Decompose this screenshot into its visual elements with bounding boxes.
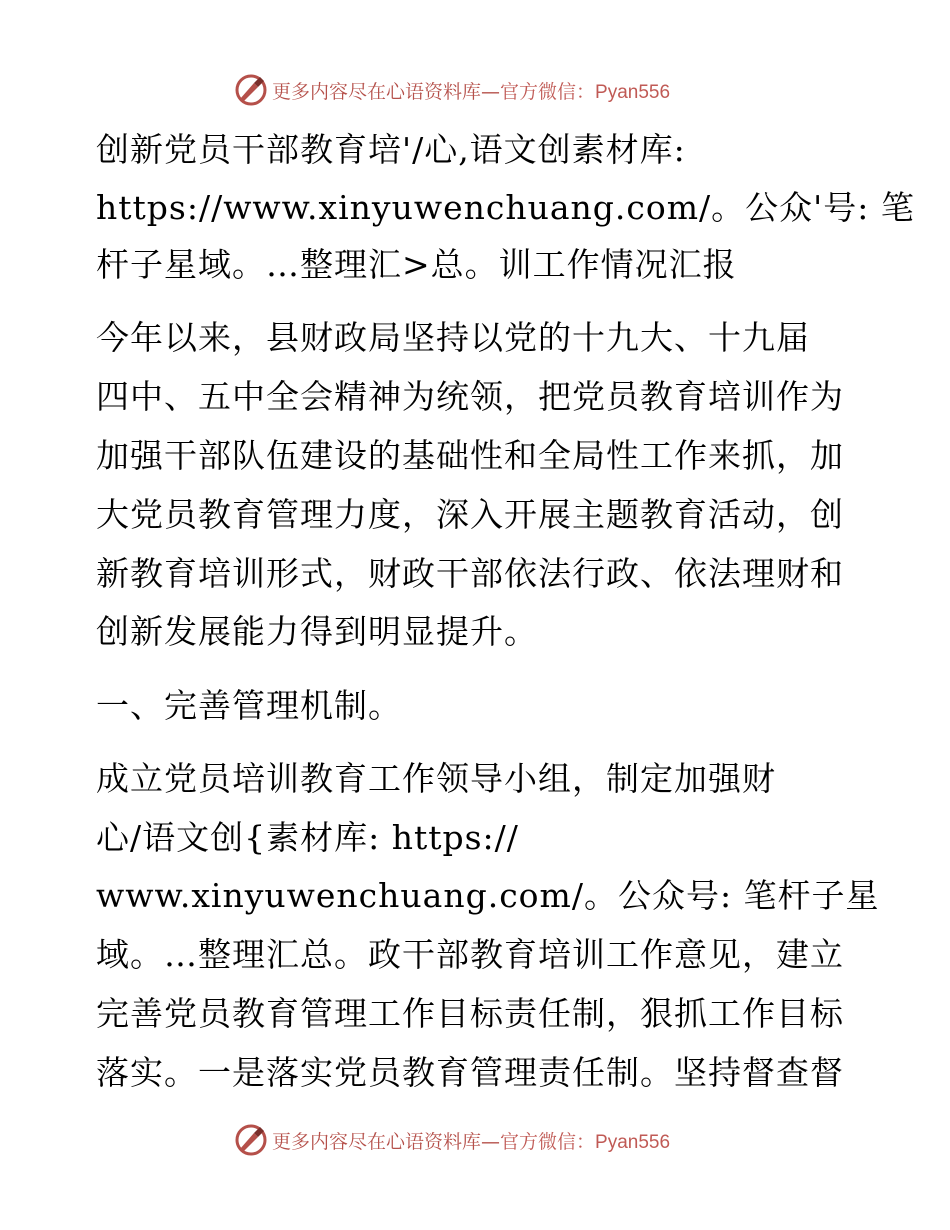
header-watermark-banner [234,72,670,108]
banner-wechat: 官方微信：Pyan556 [500,81,671,103]
banner-text [272,77,670,104]
doc-line: 域。…整理汇总。政干部教育培训工作意见，建立 [96,935,844,974]
banner-title: 更多内容尽在心语资料库 [272,1130,482,1153]
doc-line: https://www.xinyuwenchuang.com/。公众'号: 笔 [96,188,915,227]
doc-line: 完善党员教育管理工作目标责任制，狠抓工作目标 [96,994,844,1033]
doc-line: 四中、五中全会精神为统领，把党员教育培训作为 [96,377,844,416]
banner-title: 更多内容尽在心语资料库 [272,80,482,103]
doc-line: www.xinyuwenchuang.com/。公众号: 笔杆子星 [96,876,880,915]
doc-line: 今年以来，县财政局坚持以党的十九大、十九届 [96,318,810,357]
doc-line: 心/语文创{素材库: https:// [96,818,519,857]
doc-line: 大党员教育管理力度，深入开展主题教育活动，创 [96,495,844,534]
doc-line: 创新发展能力得到明显提升。 [96,612,538,651]
section-heading: 一、完善管理机制。 [96,686,402,725]
pen-logo-icon [234,73,268,107]
doc-line: 落实。一是落实党员教育管理责任制。坚持督查督 [96,1053,844,1092]
doc-line: 成立党员培训教育工作领导小组，制定加强财 [96,759,776,798]
banner-wechat: 官方微信：Pyan556 [500,1131,671,1153]
banner-separator: — [481,80,501,103]
banner-text [272,1127,670,1154]
banner-separator: — [481,1130,501,1153]
footer-watermark-banner [234,1122,670,1158]
doc-line: 杆子星域。…整理汇>总。训工作情况汇报 [96,245,737,284]
doc-line: 新教育培训形式，财政干部依法行政、依法理财和 [96,554,844,593]
doc-line: 加强干部队伍建设的基础性和全局性工作来抓，加 [96,436,844,475]
doc-line: 创新党员干部教育培'/心,语文创素材库: [96,130,686,169]
pen-logo-icon [234,1123,268,1157]
